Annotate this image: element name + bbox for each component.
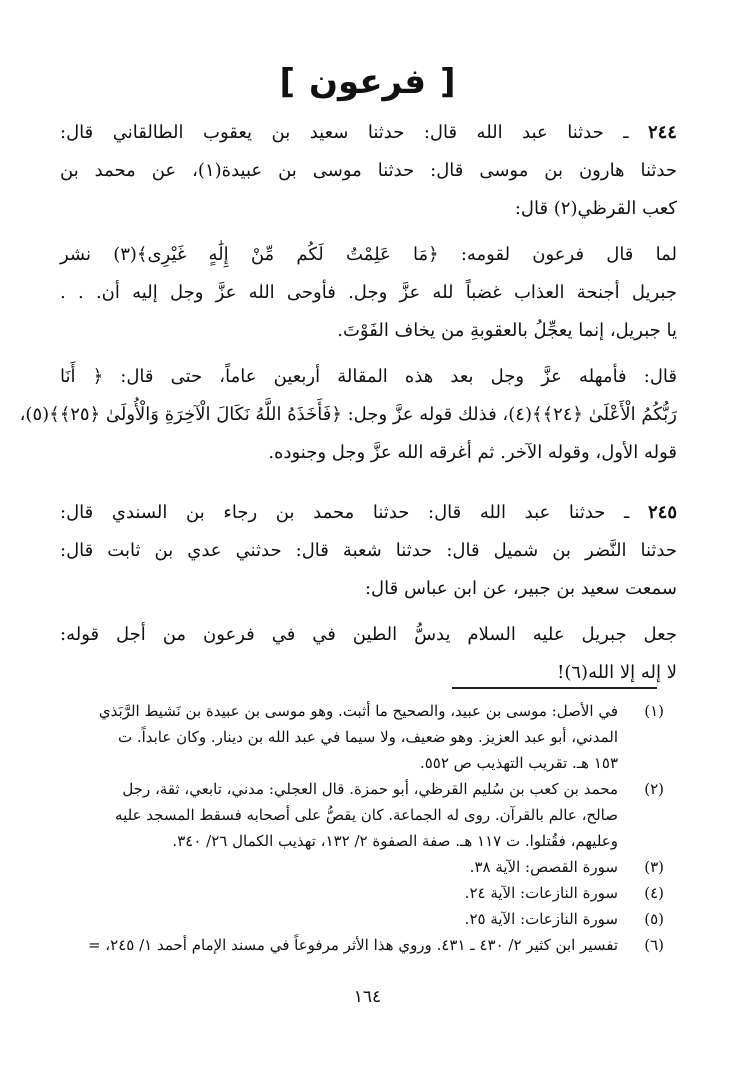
text-line: كعب القرظي(٢) قال:	[514, 198, 677, 219]
footnote-line: سورة النازعات: الآية ٢٥.	[464, 910, 618, 928]
footnote-line: وعليهم، فقُتلوا. ت ١١٧ هـ. صفة الصفوة ٢/ ١٣٢، تهذيب الكمال ٢٦/ ٣٤٠.	[172, 832, 618, 850]
footnote-line: صالح، عالم بالقرآن. روى له الجماعة. كان يقصُّ على أصحابه فسقط المسجد عليه	[115, 806, 618, 824]
title-close-bracket: ]	[279, 62, 295, 102]
footnotes	[52, 698, 664, 958]
hadith-244-isnad	[60, 114, 677, 228]
section-title	[0, 62, 735, 102]
text-line: ٢٤٤ ـ حدثنا عبد الله قال: حدثنا سعيد بن يعقوب الطالقاني قال:	[60, 122, 677, 143]
footnote-line: سورة النازعات: الآية ٢٤.	[464, 884, 618, 902]
page-number: ١٦٤	[353, 987, 382, 1007]
hadith-245-isnad	[60, 494, 677, 608]
footnote-line: سورة القصص: الآية ٣٨.	[469, 858, 618, 876]
footnote-line: محمد بن كعب بن سُليم القرظي، أبو حمزة. قال العجلي: مدني، تابعي، ثقة، رجل	[122, 780, 618, 798]
footnote	[52, 854, 664, 880]
footnote-number: (٤)	[644, 884, 664, 902]
footnote-number: (٥)	[644, 910, 664, 928]
text-line: جعل جبريل عليه السلام يدسُّ الطين في في فرعون من أجل قوله:	[60, 624, 677, 645]
footnote-number: (٦)	[644, 936, 664, 954]
footnote-line: ١٥٣ هـ. تقريب التهذيب ص ٥٥٢.	[419, 754, 618, 772]
hadith-number: ٢٤٤	[647, 122, 677, 143]
footnote	[52, 906, 664, 932]
hadith-number: ٢٤٥	[647, 502, 677, 523]
text-line: جبريل أجنحة العذاب غضباً لله عزَّ وجل. فأوحى الله عزَّ وجل إليه أن. . .	[60, 282, 677, 303]
hadith-245-text	[60, 616, 677, 692]
text-line: لما قال فرعون لقومه: ﴿مَا عَلِمْتُ لَكُم مِّنْ إِلَٰهٍ غَيْرِى﴾(٣) نشر	[60, 244, 677, 265]
title-text: فرعون	[309, 62, 426, 102]
text-line: حدثنا هارون بن موسى قال: حدثنا موسى بن عبيدة(١)، عن محمد بن	[60, 160, 677, 181]
text-line: ٢٤٥ ـ حدثنا عبد الله قال: حدثنا محمد بن رجاء بن السندي قال:	[60, 502, 677, 523]
text-line: لا إله إلا الله(٦)!	[557, 662, 677, 683]
text-line: قوله الأول، وقوله الآخر. ثم أغرقه الله عزَّ وجل وجنوده.	[268, 442, 677, 463]
text-line: حدثنا النَّضر بن شميل قال: حدثنا شعبة قال: حدثني عدي بن ثابت قال:	[60, 540, 677, 561]
footnote	[52, 880, 664, 906]
footnote	[52, 776, 664, 854]
footnote-number: (٣)	[644, 858, 664, 876]
text-line: سمعت سعيد بن جبير، عن ابن عباس قال:	[364, 578, 677, 599]
footnote-line: المدني، أبو عبد العزيز. وهو ضعيف، ولا سيما في عبد الله بن دينار. وكان عابداً. ت	[117, 728, 618, 746]
footnote	[52, 698, 664, 776]
footnote-line: تفسير ابن كثير ٢/ ٤٣٠ ـ ٤٣١. وروي هذا الأثر مرفوعاً في مسند الإمام أحمد ١/ ٢٤٥، =	[87, 936, 618, 954]
title-open-bracket: [	[439, 62, 456, 102]
text-line: يا جبريل، إنما يعجِّلُ بالعقوبةِ من يخاف الفَوْتَ.	[337, 320, 677, 341]
hadith-244-text-continued	[19, 358, 677, 472]
footnote-divider	[452, 687, 657, 689]
hadith-244-text	[60, 236, 677, 350]
main-text	[19, 114, 677, 692]
text-line: رَبُّكُمُ الْأَعْلَىٰ ﴿٢٤﴾﴾(٤)، فذلك قوله عزَّ وجل: ﴿فَأَخَذَهُ اللَّهُ نَكَالَ الْآخِرَةِ وَالْأُولَىٰ ﴿٢٥﴾﴾(٥)،	[19, 404, 677, 425]
footnote-number: (١)	[644, 702, 664, 720]
footnote-number: (٢)	[644, 780, 664, 798]
footnote-line: في الأصل: موسى بن عبيد، والصحيح ما أثبت. وهو موسى بن عبيدة بن نَشيط الرَّبَذي	[98, 702, 618, 720]
text-line: قال: فأمهله عزَّ وجل بعد هذه المقالة أربعين عاماً، حتى قال: ﴿ أَنَا	[60, 366, 677, 387]
footnote	[52, 932, 664, 958]
